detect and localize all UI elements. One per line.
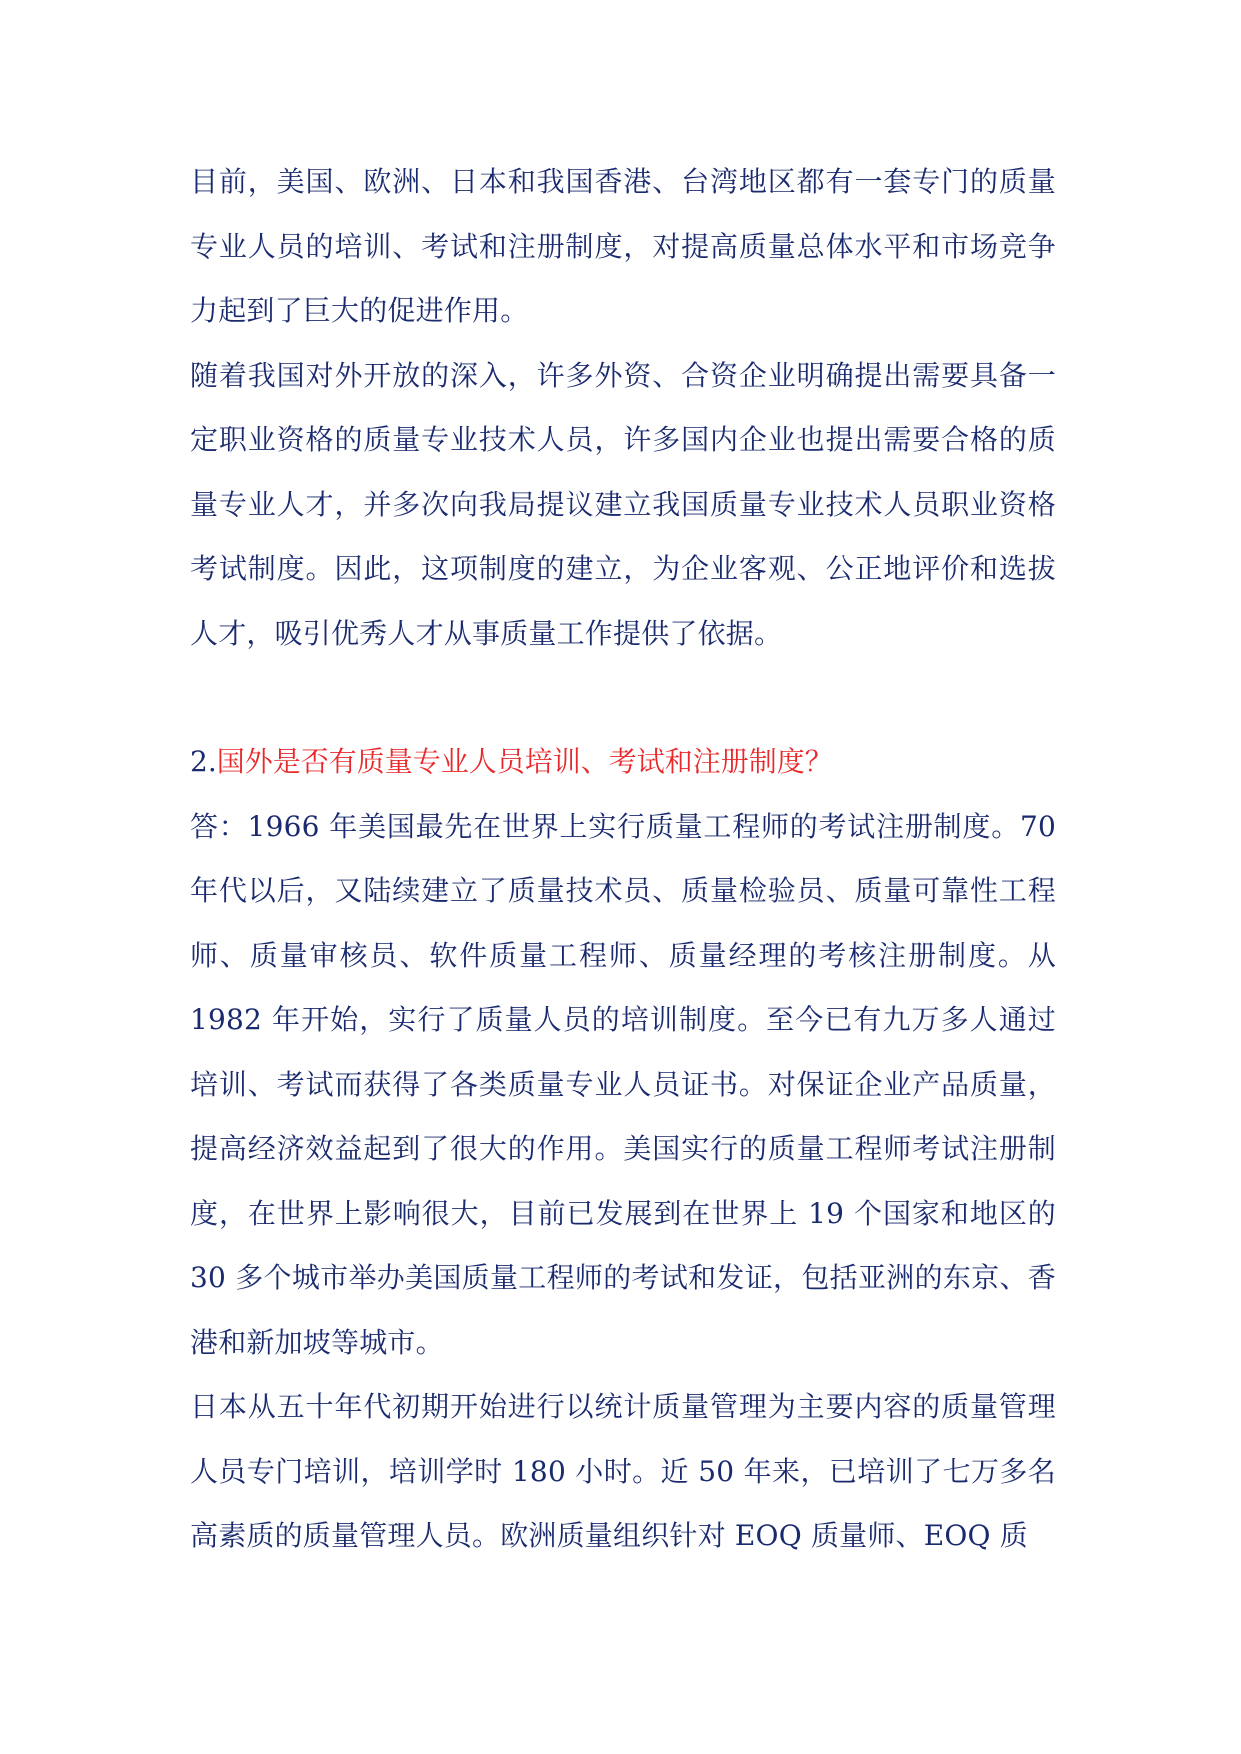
paragraph-spacer: [190, 666, 1056, 730]
paragraph-answer-usa: 答：1966 年美国最先在世界上实行质量工程师的考试注册制度。70 年代以后，又陆续建立了质量技术员、质量检验员、质量可靠性工程师、质量审核员、软件质量工程师、质量经理的考核注册制度。从 1982 年开始，实行了质量人员的培训制度。至今已有九万多人通过培训、考试而获得了各类质量专业人员证书。对保证企业产品质量，提高经济效益起到了很大的作用。美国实行的质量工程师考试注册制度，在世界上影响很大，目前已发展到在世界上 19 个国家和地区的 30 多个城市举办美国质量工程师的考试和发证，包括亚洲的东京、香港和新加坡等城市。: [190, 809, 1056, 1359]
question-heading: [190, 730, 1056, 795]
paragraph-intro: 目前，美国、欧洲、日本和我国香港、台湾地区都有一套专门的质量专业人员的培训、考试和注册制度，对提高质量总体水平和市场竞争力起到了巨大的促进作用。: [190, 165, 1056, 327]
paragraph-answer-japan-europe: 日本从五十年代初期开始进行以统计质量管理为主要内容的质量管理人员专门培训，培训学时 180 小时。近 50 年来，已培训了七万多名高素质的质量管理人员。欧洲质量组织针对 EOQ 质量师、EOQ 质: [190, 1390, 1056, 1552]
question-text: 国外是否有质量专业人员培训、考试和注册制度？: [216, 745, 833, 778]
question-number: 2.: [190, 745, 217, 778]
text-column: [190, 150, 1056, 1569]
paragraph-opening-context: 随着我国对外开放的深入，许多外资、合资企业明确提出需要具备一定职业资格的质量专业技术人员，许多国内企业也提出需要合格的质量专业人才，并多次向我局提议建立我国质量专业技术人员职业资格考试制度。因此，这项制度的建立，为企业客观、公正地评价和选拔人才，吸引优秀人才从事质量工作提供了依据。: [190, 358, 1056, 650]
